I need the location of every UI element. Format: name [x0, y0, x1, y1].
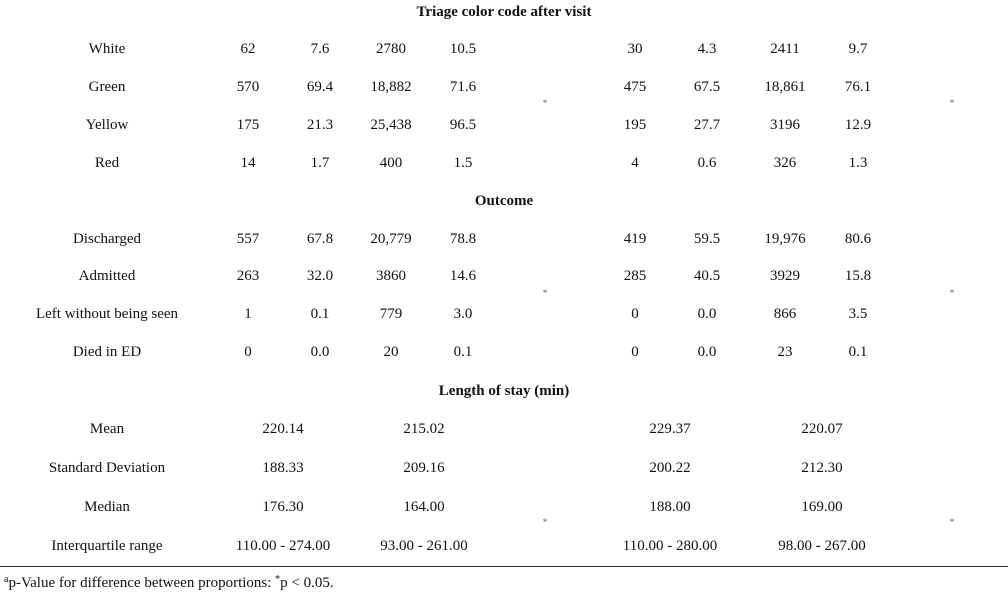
row-label: White — [88, 41, 126, 57]
significance-marker: * — [949, 288, 955, 298]
table-cell: 3929 — [770, 268, 800, 284]
table-cell: 9.7 — [848, 41, 868, 57]
table-cell: 14.6 — [449, 268, 477, 284]
table-cell: 15.8 — [844, 268, 872, 284]
table-cell: 220.14 — [262, 421, 304, 437]
significance-marker: * — [949, 517, 955, 527]
row-label: Mean — [89, 421, 125, 437]
row-label: Standard Deviation — [48, 460, 166, 476]
table-cell: 98.00 - 267.00 — [778, 538, 866, 554]
table-cell: 400 — [379, 155, 403, 171]
table-cell: 76.1 — [844, 79, 872, 95]
table-cell: 0.0 — [697, 306, 717, 322]
table-cell: 93.00 - 261.00 — [380, 538, 468, 554]
table-cell: 169.00 — [801, 499, 843, 515]
table-cell: 779 — [379, 306, 403, 322]
table-cell: 20 — [383, 344, 399, 360]
table-cell: 27.7 — [693, 117, 721, 133]
table-cell: 0.0 — [697, 344, 717, 360]
significance-marker: * — [949, 98, 955, 108]
row-label: Yellow — [85, 117, 129, 133]
table-cell: 20,779 — [370, 231, 412, 247]
table-cell: 1.7 — [310, 155, 330, 171]
table-cell: 1.3 — [848, 155, 868, 171]
table-cell: 110.00 - 280.00 — [622, 538, 718, 554]
table-cell: 1.5 — [453, 155, 473, 171]
section-heading-length-of-stay: Length of stay (min) — [438, 383, 570, 399]
table-cell: 12.9 — [844, 117, 872, 133]
row-label: Died in ED — [72, 344, 142, 360]
table-cell: 200.22 — [649, 460, 691, 476]
table-cell: 71.6 — [449, 79, 477, 95]
section-heading-outcome: Outcome — [474, 193, 534, 209]
table-cell: 195 — [623, 117, 647, 133]
table-cell: 263 — [236, 268, 260, 284]
row-label: Interquartile range — [51, 538, 163, 554]
table-cell: 220.07 — [801, 421, 843, 437]
table-cell: 175 — [236, 117, 260, 133]
table-cell: 4.3 — [697, 41, 717, 57]
table-cell: 419 — [623, 231, 647, 247]
table-cell: 0.1 — [453, 344, 473, 360]
section-heading-triage: Triage color code after visit — [416, 4, 592, 20]
significance-marker: * — [542, 517, 548, 527]
table-cell: 21.3 — [306, 117, 334, 133]
table-cell: 3196 — [770, 117, 800, 133]
table-cell: 25,438 — [370, 117, 412, 133]
table-cell: 3860 — [376, 268, 406, 284]
table-cell: 3.5 — [848, 306, 868, 322]
row-label: Red — [94, 155, 120, 171]
table-cell: 80.6 — [844, 231, 872, 247]
row-label: Admitted — [78, 268, 136, 284]
significance-marker: * — [542, 288, 548, 298]
table-cell: 3.0 — [453, 306, 473, 322]
table-cell: 18,861 — [764, 79, 806, 95]
table-cell: 0.1 — [848, 344, 868, 360]
table-cell: 0 — [631, 306, 639, 322]
row-label: Discharged — [72, 231, 142, 247]
row-label: Left without being seen — [35, 306, 179, 322]
table-cell: 0.1 — [310, 306, 330, 322]
table-cell: 7.6 — [310, 41, 330, 57]
table-cell: 0 — [244, 344, 252, 360]
row-label: Green — [88, 79, 126, 95]
table-cell: 866 — [773, 306, 797, 322]
table-footnote — [4, 574, 334, 594]
row-label: Median — [84, 499, 130, 515]
table-cell: 0 — [631, 344, 639, 360]
table-cell: 14 — [240, 155, 256, 171]
table-cell: 209.16 — [403, 460, 445, 476]
table-cell: 475 — [623, 79, 647, 95]
table-cell: 67.5 — [693, 79, 721, 95]
footnote-text: p-Value for difference between proportions: — [8, 575, 276, 591]
table-cell: 0.6 — [697, 155, 717, 171]
table-cell: 176.30 — [262, 499, 304, 515]
table-cell: 62 — [240, 41, 256, 57]
table-cell: 30 — [627, 41, 643, 57]
table-cell: 188.33 — [262, 460, 304, 476]
table-cell: 285 — [623, 268, 647, 284]
table-cell: 10.5 — [449, 41, 477, 57]
table-cell: 18,882 — [370, 79, 412, 95]
footnote-marker-a: a — [4, 574, 9, 585]
table-cell: 326 — [773, 155, 797, 171]
table-cell: 215.02 — [403, 421, 445, 437]
table-cell: 96.5 — [449, 117, 477, 133]
table-cell: 164.00 — [403, 499, 445, 515]
table-cell: 32.0 — [306, 268, 334, 284]
table-cell: 2780 — [376, 41, 406, 57]
table-cell: 188.00 — [649, 499, 691, 515]
table-cell: 78.8 — [449, 231, 477, 247]
footnote-tail: p < 0.05. — [280, 575, 334, 591]
table-cell: 4 — [631, 155, 639, 171]
table-cell: 212.30 — [801, 460, 843, 476]
table-cell: 0.0 — [310, 344, 330, 360]
table-cell: 40.5 — [693, 268, 721, 284]
table-cell: 110.00 - 274.00 — [235, 538, 331, 554]
table-cell: 1 — [244, 306, 252, 322]
table-bottom-rule — [0, 566, 1008, 567]
table-cell: 570 — [236, 79, 260, 95]
table-cell: 229.37 — [649, 421, 691, 437]
table-cell: 59.5 — [693, 231, 721, 247]
table-cell: 2411 — [770, 41, 800, 57]
table-cell: 19,976 — [764, 231, 806, 247]
table-cell: 67.8 — [306, 231, 334, 247]
significance-marker: * — [542, 98, 548, 108]
table-cell: 557 — [236, 231, 260, 247]
footnote-marker-star: * — [275, 574, 281, 585]
table-cell: 69.4 — [306, 79, 334, 95]
table-cell: 23 — [777, 344, 793, 360]
